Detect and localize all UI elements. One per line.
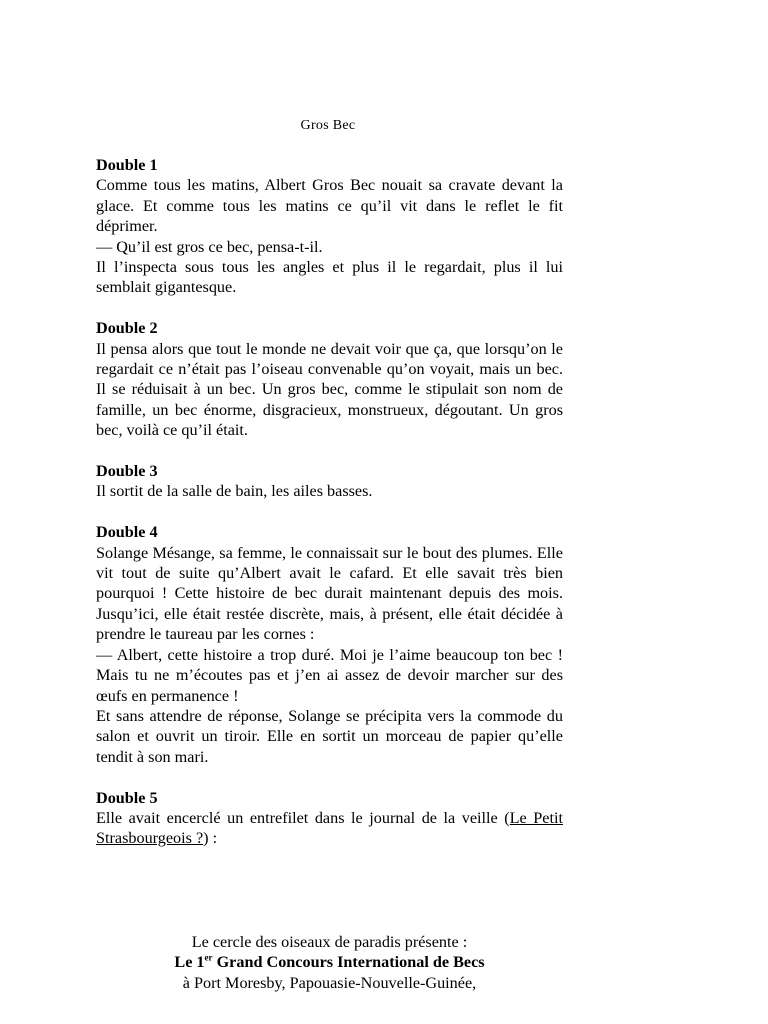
announcement-text: Le 1 <box>174 953 205 972</box>
paragraph: — Qu’il est gros ce bec, pensa-t-il. <box>96 237 323 256</box>
section-heading: Double 5 <box>96 788 158 807</box>
section-heading: Double 3 <box>96 462 158 481</box>
section-heading: Double 1 <box>96 156 158 174</box>
paragraph: Il sortit de la salle de bain, les ailes basses. <box>96 482 373 501</box>
section-heading: Double 2 <box>96 319 158 338</box>
section-double-4 <box>96 522 563 767</box>
announcement <box>96 932 563 993</box>
paragraph <box>96 808 563 849</box>
section-double-1 <box>96 155 563 298</box>
paragraph: Il pensa alors que tout le monde ne devait voir que ça, que lorsqu’on le regardait ce n’était pas l’oiseau convenable qu’on voyait, mais un bec. Il se réduisait à un bec. Un gros bec, comme le stipulait son nom de famille, un bec énorme, disgracieux, monstrueux, dégoutant. Un gros bec, voilà ce qu’il était. <box>96 339 563 440</box>
announcement-line: à Port Moresby, Papouasie-Nouvelle-Guinée, <box>182 973 477 992</box>
paragraph: Comme tous les matins, Albert Gros Bec nouait sa cravate devant la glace. Et comme tous les matins ce qu’il vit dans le reflet le fit déprimer. <box>96 176 563 236</box>
announcement-line: Le cercle des oiseaux de paradis présente : <box>191 933 468 951</box>
section-heading: Double 4 <box>96 523 158 542</box>
announcement-text: Grand Concours International de Becs <box>212 953 485 972</box>
ordinal-superscript: er <box>204 953 213 964</box>
paragraph: Il l’inspecta sous tous les angles et plus il le regardait, plus il lui semblait gigantesque. <box>96 258 563 297</box>
section-double-5 <box>96 788 563 849</box>
newspaper-link[interactable]: Le Petit Strasbourgeois ? <box>96 808 563 848</box>
section-double-3 <box>96 461 563 502</box>
paragraph: Solange Mésange, sa femme, le connaissait sur le bout des plumes. Elle vit tout de suite qu’Albert avait le cafard. Et elle savait très bien pourquoi ! Cette histoire de bec durait maintenant depuis des mois. Jusqu’ici, elle était restée discrète, mais, à présent, elle était décidée à prendre le taureau par les cornes : <box>96 543 563 644</box>
paragraph: — Albert, cette histoire a trop duré. Moi je l’aime beaucoup ton bec ! Mais tu ne m’écoutes pas et j’en ai assez de devoir marcher sur des œufs en permanence ! <box>96 645 563 705</box>
section-double-2 <box>96 318 563 440</box>
paragraph-text: Elle avait encerclé un entrefilet dans le journal de la veille ( <box>96 808 510 827</box>
document-body <box>96 155 563 869</box>
paragraph-text: ) : <box>203 829 218 848</box>
paragraph: Et sans attendre de réponse, Solange se précipita vers la commode du salon et ouvrit un tiroir. Elle en sortit un morceau de papier qu’elle tendit à son mari. <box>96 706 563 766</box>
document-title: Gros Bec <box>300 118 356 133</box>
announcement-headline <box>96 952 563 972</box>
